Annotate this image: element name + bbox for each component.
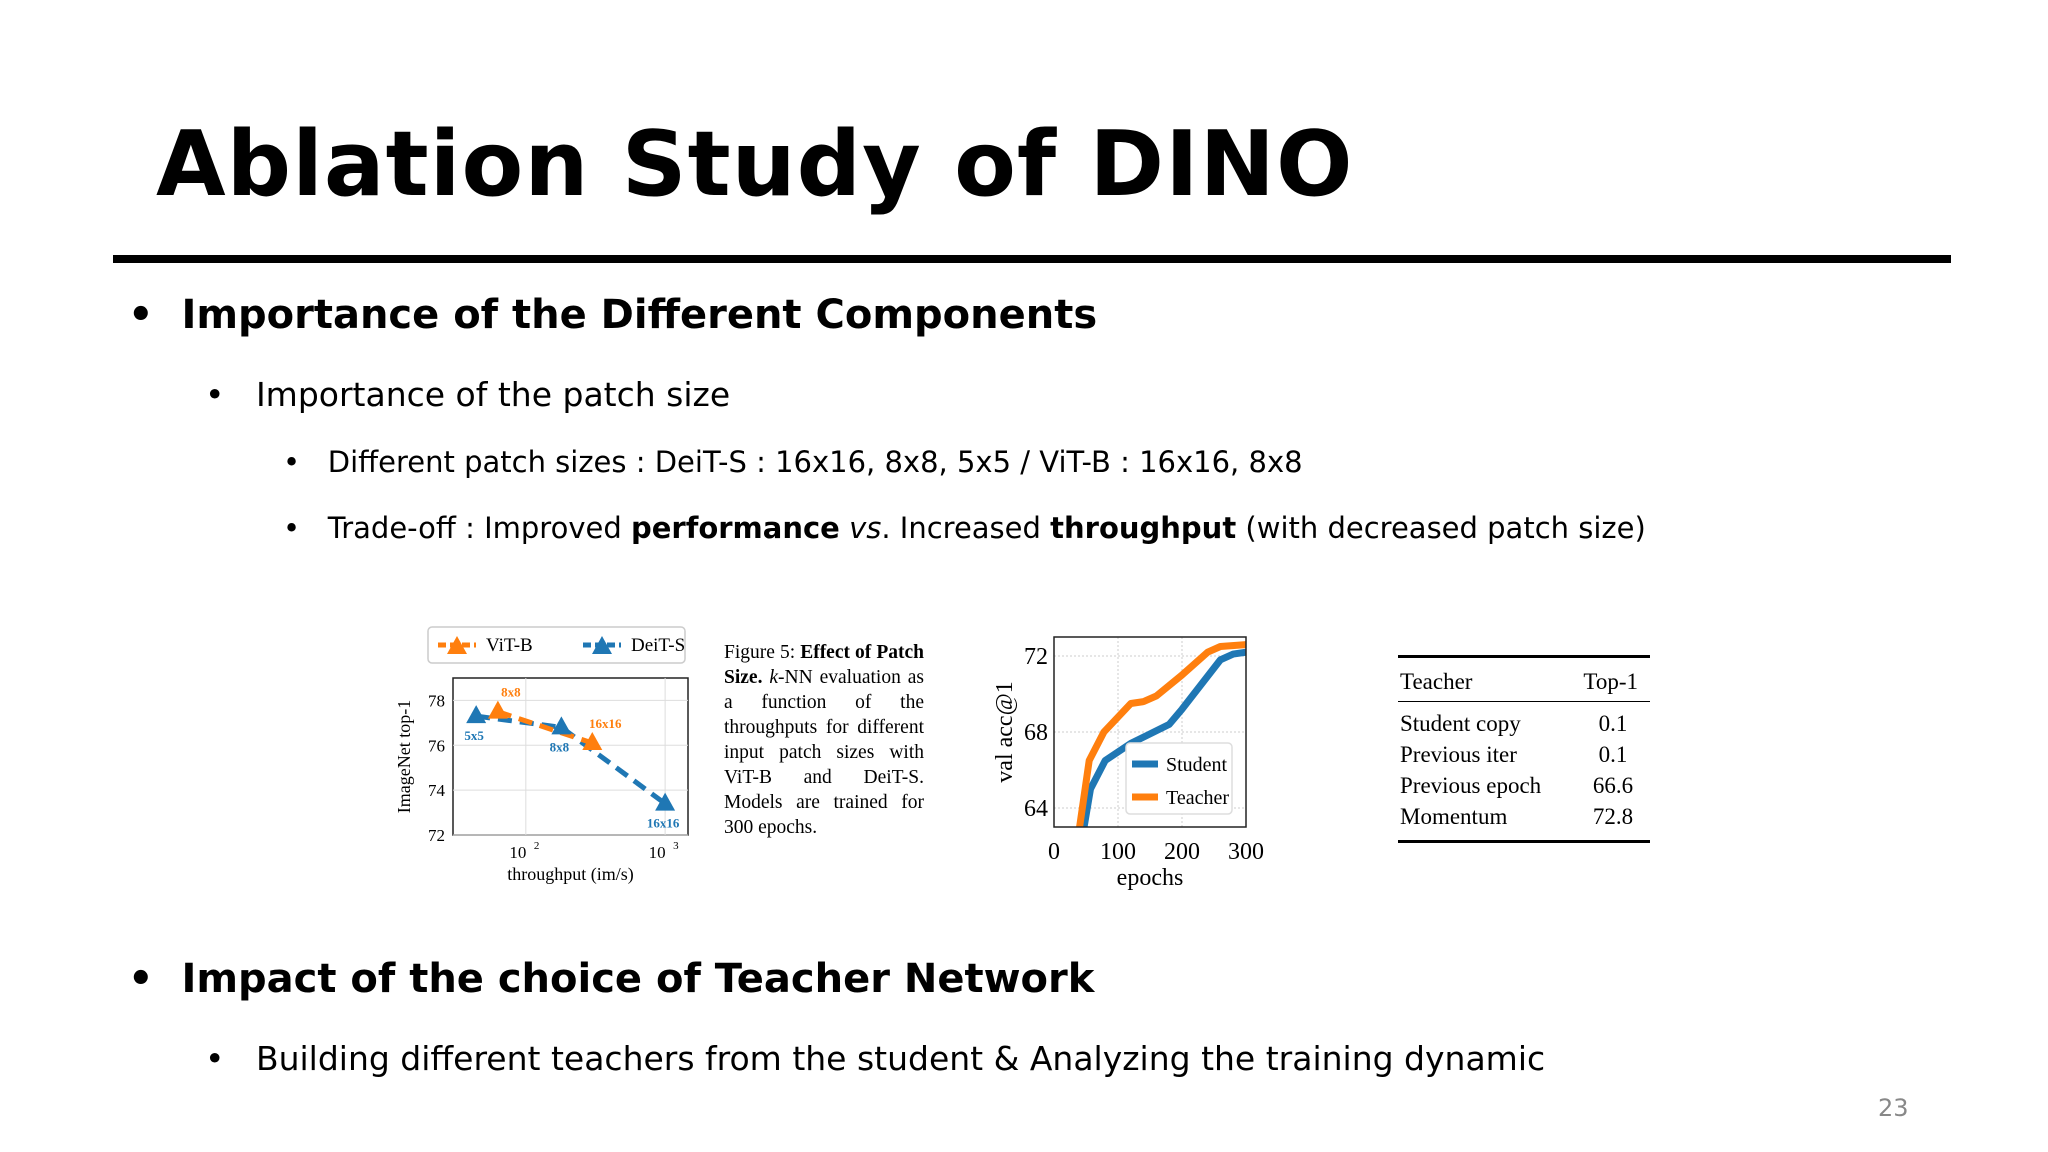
text: . Increased [881, 511, 1051, 545]
data-label: 8x8 [549, 739, 570, 755]
cell: Previous epoch [1400, 773, 1542, 798]
bullet-components [128, 292, 1097, 338]
x-tick-label: 200 [1164, 839, 1200, 865]
bullet-icon: • [128, 956, 154, 1002]
table-header [1398, 658, 1650, 702]
x-axis-label: epochs [1116, 865, 1184, 891]
cell: Momentum [1400, 804, 1508, 829]
x-tick-exponent: 2 [533, 840, 540, 852]
data-point-deit-s [466, 705, 486, 723]
data-point-deit-s [655, 793, 675, 811]
title-divider [113, 255, 1951, 263]
table-row [1398, 770, 1650, 801]
table-row [1398, 708, 1650, 739]
y-tick-label: 68 [1024, 720, 1048, 746]
x-tick-label: 100 [1100, 839, 1136, 865]
bullet-icon: • [205, 1039, 225, 1078]
bullet-text: Importance of the patch size [255, 375, 731, 414]
x-tick-exponent: 3 [673, 840, 679, 852]
data-label: 16x16 [646, 815, 680, 831]
caption-lead: Figure 5: [724, 642, 801, 663]
legend-label-vit-b: ViT-B [486, 635, 533, 656]
y-tick-label: 76 [428, 736, 445, 756]
cell: 72.8 [1592, 804, 1634, 829]
bullet-tradeoff [283, 511, 1646, 545]
bullet-icon: • [128, 292, 154, 338]
y-tick-label: 72 [1024, 644, 1048, 670]
table-row [1398, 801, 1650, 840]
legend-label-student: Student [1166, 754, 1228, 776]
cell: 0.1 [1598, 742, 1628, 767]
text: Trade-off : Improved [327, 511, 631, 545]
bullet-text: Different patch sizes : DeiT-S : 16x16, 8x8, 5x5 / ViT-B : 16x16, 8x8 [327, 445, 1303, 479]
bullet-text: Impact of the choice of Teacher Network [181, 956, 1095, 1002]
plot-frame [453, 678, 688, 835]
caption-bold: Effect of Patch Size. [724, 642, 924, 688]
caption-rest: -NN evaluation as a function of the throughputs for different input patch sizes with ViT-B and DeiT-S. Models are trained for 300 epochs. [724, 667, 924, 838]
bullet-text: Building different teachers from the student & Analyzing the training dynamic [255, 1039, 1546, 1078]
legend-label-teacher: Teacher [1166, 787, 1229, 809]
bullet-patch-size [205, 375, 730, 414]
cell: Student copy [1400, 711, 1521, 736]
page-number: 23 [1878, 1094, 1909, 1122]
series-line-vit-b [498, 712, 592, 743]
bullet-patch-sizes-list [283, 445, 1303, 479]
cell: 66.6 [1592, 773, 1634, 798]
data-label: 16x16 [589, 716, 622, 732]
y-axis-label: ImageNet top-1 [394, 699, 414, 814]
y-tick-label: 78 [428, 691, 445, 711]
y-axis-label: val acc@1 [992, 681, 1018, 783]
table-row [1398, 739, 1650, 770]
legend-label-deit-s: DeiT-S [631, 635, 686, 656]
bullet-teacher-network [128, 956, 1094, 1002]
data-point-vit-b [488, 701, 508, 719]
x-axis-label: throughput (im/s) [507, 864, 634, 884]
bullet-building-teachers [205, 1039, 1545, 1078]
y-tick-label: 74 [428, 781, 445, 801]
x-tick-label: 10 [648, 843, 666, 862]
bullet-icon: • [283, 445, 301, 479]
x-tick-label: 300 [1228, 839, 1264, 865]
cell: Previous iter [1400, 742, 1517, 767]
bullet-icon: • [205, 375, 225, 414]
figure-caption [724, 640, 924, 840]
bullet-text: Importance of the Different Components [181, 292, 1098, 338]
data-label: 5x5 [464, 728, 484, 744]
italic-text: vs [849, 511, 882, 545]
x-tick-label: 10 [509, 843, 527, 862]
bold-text: performance [630, 511, 840, 545]
y-tick-label: 72 [428, 826, 445, 845]
bullet-icon: • [283, 511, 301, 545]
caption-k: k [769, 667, 779, 688]
patch-size-chart [390, 620, 720, 900]
bold-text: throughput [1050, 511, 1237, 545]
teacher-table [1398, 655, 1650, 843]
cell: 0.1 [1598, 711, 1628, 736]
data-label: 8x8 [501, 684, 521, 700]
header-teacher: Teacher [1400, 669, 1473, 694]
x-tick-label: 0 [1048, 839, 1060, 865]
slide-title: Ablation Study of DINO [156, 112, 1354, 217]
text [840, 511, 849, 545]
y-tick-label: 64 [1024, 796, 1048, 822]
header-top1: Top-1 [1583, 669, 1638, 694]
training-dynamic-chart [990, 620, 1370, 910]
text: (with decreased patch size) [1236, 511, 1646, 545]
